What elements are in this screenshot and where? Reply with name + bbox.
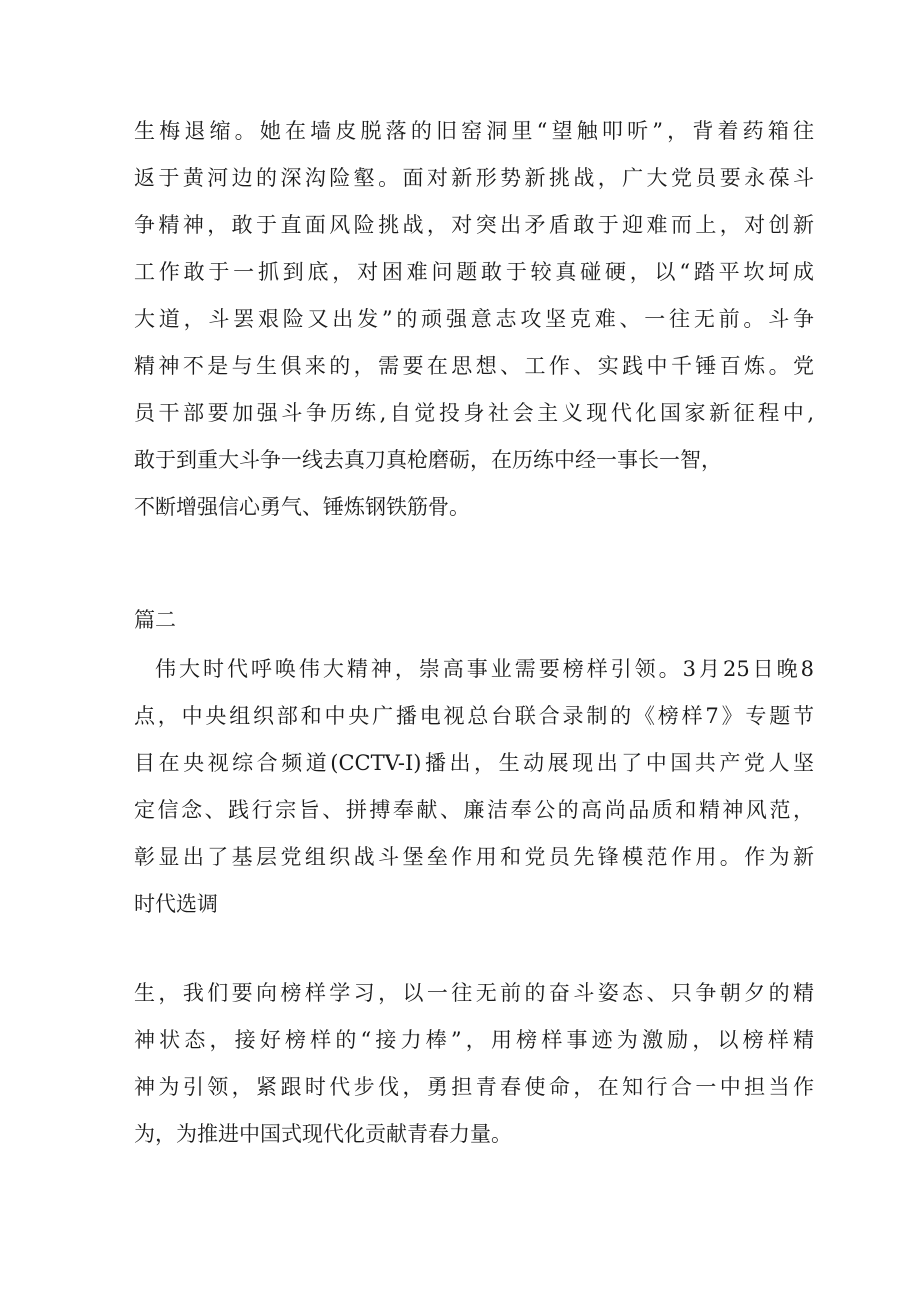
- paragraph-line: 敢于到重大斗争一线去真刀真枪磨砺，在历练中经一事长一智，: [134, 448, 722, 472]
- paragraph-line: 返于黄河边的深沟险壑。面对新形势新挑战，广大党员要永葆斗: [134, 166, 814, 190]
- paragraph-line: 目在央视综合频道(CCTV-I)播出，生动展现出了中国共产党人坚: [134, 751, 814, 775]
- paragraph-line: 员干部要加强斗争历练,自觉投身社会主义现代化国家新征程中,: [134, 401, 814, 425]
- section-heading: 篇二: [134, 608, 176, 632]
- paragraph-line: 生，我们要向榜样学习，以一往无前的奋斗姿态、只争朝夕的精: [134, 981, 814, 1005]
- paragraph-line: 定信念、践行宗旨、拼搏奉献、廉洁奉公的高尚品质和精神风范，: [134, 798, 814, 822]
- paragraph-line: 争精神，敢于直面风险挑战，对突出矛盾敢于迎难而上，对创新: [134, 213, 814, 237]
- paragraph-line: 神状态，接好榜样的“接力棒”，用榜样事迹为激励，以榜样精: [134, 1028, 814, 1052]
- paragraph-line: 伟大时代呼唤伟大精神，崇高事业需要榜样引领。3月25日晚8: [155, 657, 814, 681]
- paragraph-line: 大道，斗罢艰险又出发”的顽强意志攻坚克难、一往无前。斗争: [134, 307, 814, 331]
- paragraph-line: 工作敢于一抓到底，对困难问题敢于较真碰硬，以“踏平坎坷成: [134, 260, 814, 284]
- paragraph-line: 神为引领，紧跟时代步伐，勇担青春使命，在知行合一中担当作: [134, 1075, 814, 1099]
- paragraph-line: 时代选调: [134, 892, 218, 916]
- paragraph-line: 不断增强信心勇气、锤炼钢铁筋骨。: [134, 495, 470, 519]
- paragraph-line: 彰显出了基层党组织战斗堡垒作用和党员先锋模范作用。作为新: [134, 845, 814, 869]
- paragraph-line: 生梅退缩。她在墙皮脱落的旧窑洞里“望触叩听”，背着药箱往: [134, 119, 814, 143]
- paragraph-line: 精神不是与生俱来的，需要在思想、工作、实践中千锤百炼。党: [134, 354, 814, 378]
- paragraph-line: 点，中央组织部和中央广播电视总台联合录制的《榜样7》专题节: [134, 704, 814, 728]
- paragraph-line: 为，为推进中国式现代化贡献青春力量。: [134, 1122, 512, 1146]
